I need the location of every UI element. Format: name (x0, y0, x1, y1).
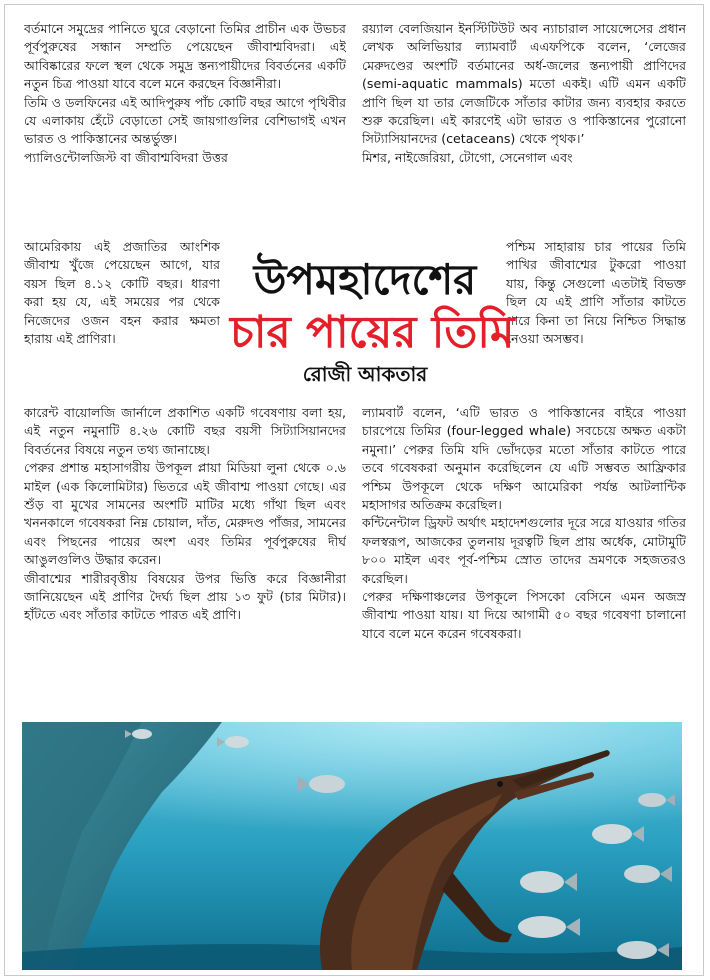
paragraph: পশ্চিম সাহারায় চার পায়ের তিমি পাখির জীবাশ্মের টুকরো পাওয়া যায়, কিন্তু সেগুলো এতটাই বিভক্ত ছিল যে এই প্রাণি সাঁতার কাটতে পারে কিনা তা নিয়ে নিশ্চিত সিদ্ধান্ত নেওয়া অসম্ভব। (506, 239, 686, 347)
paragraph: বর্তমানে সমুদ্রের পানিতে ঘুরে বেড়ানো তিমির প্রাচীন এক উভচর পূর্বপুরুষের সন্ধান সম্প্রতি পেয়েছেন জীবাশ্মবিদরা। এই আবিষ্কারের ফলে স্থল থেকে সমুদ্র স্তন্যপায়ীদের বিবর্তনের একটি নতুন চিত্র পাওয়া যাবে বলে মনে করছেন বিজ্ঞানীরা। (24, 21, 346, 92)
headline-line-1: উপমহাদেশের (253, 255, 477, 304)
fish (638, 793, 666, 807)
right-column-narrow (506, 238, 686, 404)
fish (132, 729, 152, 739)
paragraph: আমেরিকায় এই প্রজাতির আংশিক জীবাশ্ম খুঁজে পেয়েছেন আগে, যার বয়স ছিল ৪.১২ কোটি বছর। ধারণা করা হয় যে, এই সময়ের পর থেকে নিজেদের ওজন বহন করার ক্ষমতা হারায় এই প্রাণিরা। (24, 239, 220, 347)
headline-block (230, 254, 515, 390)
paragraph: জীবাশ্মের শারীরবৃত্তীয় বিষয়ের উপর ভিত্তি করে বিজ্ঞানীরা জানিয়েছেন এই প্রাণির দৈর্ঘ্য ছিল প্রায় ১৩ ফুট (চার মিটার)। হাঁটতে এবং সাঁতার কাটতে পারত এই প্রাণি। (24, 570, 346, 623)
paragraph: মিশর, নাইজেরিয়া, টোগো, সেনেগাল এবং (362, 149, 573, 165)
paragraph: তিমি ও ডলফিনের এই আদিপুরুষ পাঁচ কোটি বছর আগে পৃথিবীর যে এলাকায় হেঁটে বেড়াতো সেই জায়গাগুলির বেশিভাগই এখন ভারত ও পাকিস্তানের অন্তর্ভুক্ত। (24, 94, 346, 147)
fish (617, 941, 657, 959)
paragraph: পেরুর দক্ষিণাঞ্চলের উপকূলে পিসকো বেসিনে এমন অজস্র জীবাশ্ম পাওয়া যায়। যা দিয়ে আগামী ৫০ বছর গবেষণা চালানো যাবে বলে মনে করেন গবেষকরা। (362, 589, 686, 641)
left-column-top (24, 20, 346, 238)
paragraph: প্যালিওন্টোলজিস্ট বা জীবাশ্মবিদরা উত্তর (24, 149, 228, 165)
paragraph: কন্টিনেন্টাল ড্রিফট অর্থাৎ মহাদেশগুলোর দূরে সরে যাওয়ার গতির ফলস্বরূপ, আজকের তুলনায় দূরত্বটি ছিল প্রায় অর্ধেক, মোটামুটি ৮০০ মাইল এবং পূর্ব-পশ্চিম স্রোত তাদের ভ্রমণকে সহজতরও করেছিল। (362, 515, 686, 586)
underwater-scene (22, 722, 682, 970)
right-column-top (362, 20, 686, 238)
left-column-bottom (24, 404, 346, 714)
paragraph: ল্যামবার্ট বলেন, ‘এটি ভারত ও পাকিস্তানের বাইরে পাওয়া চারপেয়ে তিমির (four-legged whale) সবচেয়ে অক্ষত একটা নমুনা।’ পেরুর তিমি যদি ভোঁদড়ের মতো সাঁতার কাটতে পারে তবে গবেষকরা অনুমান করেছিলেন যে এটি সম্ভবত আফ্রিকার পশ্চিম উপকূলে থেকে দক্ষিণ আমেরিকা পর্যন্ত আটলান্টিক মহাসাগর অতিক্রম করেছিল। (362, 405, 686, 513)
whale-illustration (22, 722, 682, 970)
fish (518, 916, 566, 938)
fish (624, 865, 660, 883)
paragraph: কারেন্ট বায়োলজি জার্নালে প্রকাশিত একটি গবেষণায় বলা হয়, এই নতুন নমুনাটি ৪.২৬ কোটি বছর বয়সী সিট্যাসিয়ানদের বিবর্তনের বিষয়ে নতুন তথ্য জানাচ্ছে। (24, 405, 346, 457)
right-column-bottom (362, 404, 686, 714)
author-byline: রোজী আকতার (302, 362, 428, 386)
fish (225, 736, 249, 748)
paragraph: পেরুর প্রশান্ত মহাসাগরীয় উপকূল প্লায়া মিডিয়া লুনা থেকে ০.৬ মাইল (এক কিলোমিটার) ভিতরে এই জীবাশ্ম পাওয়া গেছে। এর শুঁড় বা মুখের সামনের অংশটি মাটির মধ্যে গাঁথা ছিল এবং খননকালে গবেষকরা নিম্ন চোয়াল, দাঁত, মেরুদণ্ড পাঁজর, সামনের এবং পিছনের পায়ের অংশ এবং তিমির পূর্বপুরুষের দীর্ঘ আঙুলগুলিও উদ্ধার করেন। (24, 460, 346, 568)
fish (309, 775, 345, 793)
headline-line-2: চার পায়ের তিমি (230, 307, 515, 358)
fish (592, 824, 632, 844)
whale-eye (497, 781, 503, 787)
paragraph: রয়্যাল বেলজিয়ান ইনস্টিটিউট অব ন্যাচারাল সায়েন্সেসের প্রধান লেখক অলিভিয়ার ল্যামবার্ট এএফপিকে বলেন, ‘লেজের মেরুদণ্ডের অংশটি বর্তমানের অর্ধ-জলের স্তন্যপায়ী প্রাণিদের (semi-aquatic mammals) মতো একই। এটি এমন একটি প্রাণি ছিল যা তার লেজটিকে সাঁতার কাটার জন্য ব্যবহার করতে শুরু করেছিল। এই কারণেই এটা ভারত ও পাকিস্তানের পুরোনো সিট্যাসিয়ানদের (cetaceans) থেকে পৃথক।’ (362, 21, 686, 147)
fish (520, 871, 564, 893)
left-column-narrow (24, 238, 220, 404)
